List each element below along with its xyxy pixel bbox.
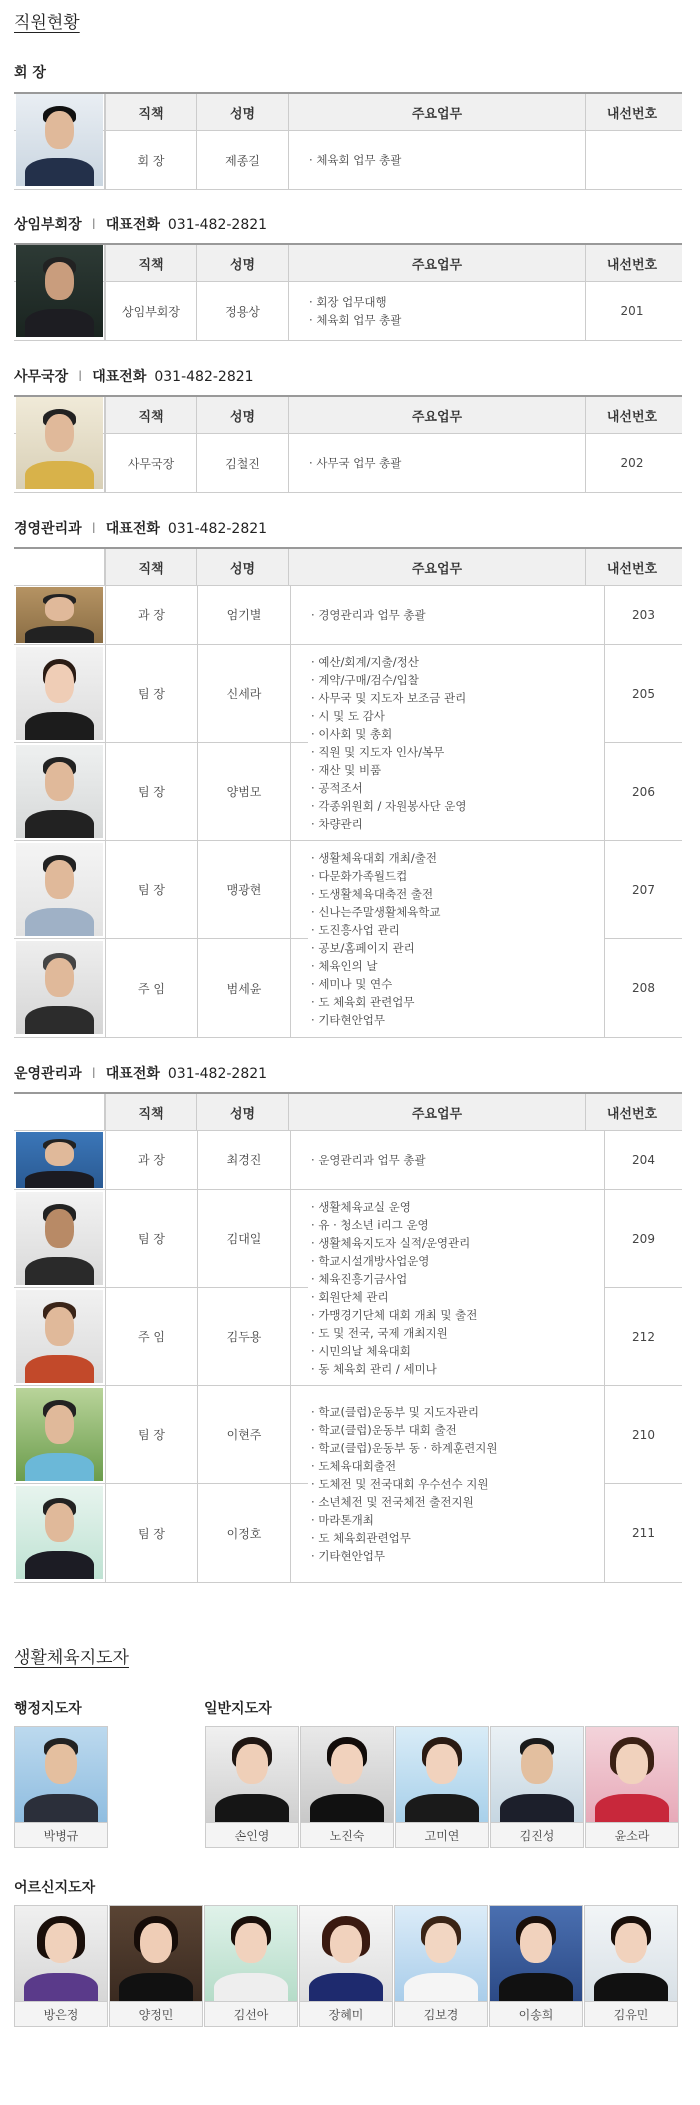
section-title-chairman [14,62,46,82]
vice-name: 정용상 [196,282,288,340]
instructor-photo [15,1727,107,1822]
duty-item: · 체육인의 날 [311,957,441,975]
instructor-card [205,1726,299,1848]
vice-table [14,243,682,341]
duty-item: · 마라톤개최 [311,1511,497,1529]
duty-group [311,645,466,840]
duty-item: · 회장 업무대행 [309,293,401,311]
instructor-photo [396,1727,488,1822]
senior-instructors-title: 어르신지도자 [14,1880,96,1896]
secretary-position: 사무국장 [105,434,196,492]
phone-label: 대표전화 [105,1066,160,1082]
chairman-photo [16,94,103,186]
duty-item: · 도체육대회출전 [311,1457,497,1475]
duty-group [311,585,426,644]
instructor-name: 장혜미 [300,2001,392,2026]
general-instructors-title: 일반지도자 [204,1701,272,1717]
instructor-photo [205,1906,297,2001]
header-position: 직책 [105,549,196,585]
duty-item: · 학교(클럽)운동부 동 · 하계훈련지원 [311,1439,497,1457]
instructor-card [299,1905,393,2027]
operations-table [14,1092,682,1131]
header-duty: 주요업무 [288,245,585,281]
name-cell: 김두용 [226,1330,262,1344]
phone-number: 031-482-2821 [167,521,268,537]
duty-item: · 시민의날 체육대회 [311,1342,477,1360]
position-cell: 팀 장 [138,1428,165,1442]
ext-cell: 203 [632,607,655,622]
instructor-card [14,1726,108,1848]
instructor-name: 김유민 [585,2001,677,2026]
staff-photo [16,647,103,740]
instructor-name: 손인영 [206,1822,298,1847]
duty-item: · 체육진흥기금사업 [311,1270,477,1288]
duty-item: · 예산/회계/지출/정산 [311,653,466,671]
name-cell: 이현주 [226,1428,262,1442]
instructor-name: 박병규 [15,1822,107,1847]
duty-item: · 계약/구매/검수/입찰 [311,671,466,689]
duty-item: · 세미나 및 연수 [311,975,441,993]
duty-item: · 공보/홈페이지 관리 [311,939,441,957]
duty-item: · 가맹경기단체 대회 개최 및 출전 [311,1306,477,1324]
staff-photo [16,1192,103,1285]
instructor-photo [586,1727,678,1822]
instructor-name: 방은정 [15,2001,107,2026]
duty-item: · 도 체육회관련업무 [311,1529,497,1547]
staff-photo [16,587,103,643]
header-duty: 주요업무 [288,549,585,585]
phone-label: 대표전화 [105,217,160,233]
position-cell: 과 장 [138,608,165,622]
staff-photo [16,1486,103,1579]
duty-item: · 사무국 업무 총괄 [309,454,401,472]
ext-cell: 208 [632,981,655,995]
ext-cell: 209 [632,1231,655,1246]
duty-item: · 사무국 및 지도자 보조금 관리 [311,689,466,707]
duty-item: · 체육회 업무 총괄 [309,151,401,169]
header-name: 성명 [196,1094,288,1130]
header-position: 직책 [105,1094,196,1130]
ext-cell: 205 [632,686,655,701]
instructor-name: 노진숙 [301,1822,393,1847]
instructor-name: 김보경 [395,2001,487,2026]
vice-title: 상임부회장 [14,217,82,233]
phone-label: 대표전화 [92,369,147,385]
position-cell: 팀 장 [138,883,165,897]
header-ext: 내선번호 [585,397,678,433]
instructor-name: 윤소라 [586,1822,678,1847]
staff-photo [16,941,103,1034]
header-ext: 내선번호 [585,549,678,585]
admin-instructors-title: 행정지도자 [14,1701,82,1717]
secretary-duties [288,434,585,492]
instructor-photo [110,1906,202,2001]
instructor-card [300,1726,394,1848]
position-cell: 팀 장 [138,785,165,799]
name-cell: 양범모 [226,785,262,799]
duty-item: · 도 체육회 관련업무 [311,993,441,1011]
staff-photo [16,843,103,936]
chairman-ext [585,131,678,189]
duty-item: · 소년체전 및 전국체전 출전지원 [311,1493,497,1511]
duty-item: · 도진흥사업 관리 [311,921,441,939]
duty-item: · 유 · 청소년 i리그 운영 [311,1216,477,1234]
staff-photo [16,1132,103,1188]
duty-item: · 직원 및 지도자 인사/복무 [311,743,466,761]
instructor-name: 김선아 [205,2001,297,2026]
vice-duties [288,282,585,340]
instructor-card [395,1726,489,1848]
instructor-name: 고미연 [396,1822,488,1847]
instructors-title: 생활체육지도자 [14,1648,129,1668]
instructor-card [109,1905,203,2027]
header-name: 성명 [196,94,288,130]
page-title: 직원현황 [14,13,80,33]
header-duty: 주요업무 [288,1094,585,1130]
management-body [14,585,682,1038]
name-cell: 신세라 [226,687,262,701]
duty-item: · 재산 및 비품 [311,761,466,779]
chairman-name: 제종길 [196,131,288,189]
management-title: 경영관리과 [14,521,82,537]
secretary-photo [16,397,103,489]
header-position: 직책 [105,94,196,130]
chairman-table [14,92,682,190]
name-cell: 맹광현 [226,883,262,897]
chairman-position: 회 장 [105,131,196,189]
duty-item: · 각종위원회 / 자원봉사단 운영 [311,797,466,815]
staff-photo [16,745,103,838]
duty-item: · 도체전 및 전국대회 우수선수 지원 [311,1475,497,1493]
phone-label: 대표전화 [105,521,160,537]
ext-cell: 211 [632,1526,655,1540]
position-cell: 과 장 [138,1153,165,1167]
name-cell: 최경진 [226,1153,262,1167]
instructor-photo [585,1906,677,2001]
instructor-card [490,1726,584,1848]
instructor-card [585,1726,679,1848]
header-name: 성명 [196,245,288,281]
duty-item: · 이사회 및 총회 [311,725,466,743]
duty-item: · 동 체육회 관리 / 세미나 [311,1360,477,1378]
instructor-photo [490,1906,582,2001]
duty-group [311,1130,426,1189]
duty-item: · 시 및 도 감사 [311,707,466,725]
vice-position: 상임부회장 [105,282,196,340]
staff-photo [16,1290,103,1383]
ext-cell: 206 [632,784,655,799]
duty-item: · 기타현안업무 [311,1547,497,1565]
header-ext: 내선번호 [585,245,678,281]
duty-item: · 기타현안업무 [311,1011,441,1029]
name-cell: 김대일 [226,1232,262,1246]
duty-item: · 운영관리과 업무 총괄 [311,1151,426,1169]
phone-number: 031-482-2821 [167,1066,268,1082]
secretary-table [14,395,682,493]
name-cell: 엄기별 [226,608,262,622]
duty-group [311,1190,477,1385]
vice-photo [16,245,103,337]
section-title-management: 경영관리과 I 대표전화 031-482-2821 [14,521,268,537]
header-ext: 내선번호 [585,1094,678,1130]
position-cell: 주 임 [138,981,165,996]
header-duty: 주요업무 [288,397,585,433]
duty-item: · 신나는주말생활체육학교 [311,903,441,921]
staff-photo [16,1388,103,1481]
phone-number: 031-482-2821 [167,217,268,233]
instructor-card [14,1905,108,2027]
duty-item: · 생활체육지도자 실적/운영관리 [311,1234,477,1252]
ext-cell: 212 [632,1329,655,1344]
secretary-title: 사무국장 [14,369,69,385]
instructor-name: 양정민 [110,2001,202,2026]
secretary-name: 김철진 [196,434,288,492]
phone-number: 031-482-2821 [154,369,254,385]
header-name: 성명 [196,397,288,433]
instructor-photo [15,1906,107,2001]
secretary-ext: 202 [585,434,678,492]
duty-item: · 경영관리과 업무 총괄 [311,606,426,624]
instructor-name: 김진성 [491,1822,583,1847]
instructor-photo [395,1906,487,2001]
duty-group [311,841,441,1037]
position-cell: 주 임 [138,1330,165,1344]
section-title-vice: 상임부회장 I 대표전화 031-482-2821 [14,217,268,233]
duty-item: · 학교(클럽)운동부 대회 출전 [311,1421,497,1439]
instructor-card [204,1905,298,2027]
ext-cell: 210 [632,1427,655,1442]
instructor-photo [301,1727,393,1822]
section-title-secretary: 사무국장 I 대표전화 031-482-2821 [14,369,254,385]
duty-item: · 회원단체 관리 [311,1288,477,1306]
duty-item: · 학교(클럽)운동부 및 지도자관리 [311,1403,497,1421]
instructor-card [584,1905,678,2027]
duty-item: · 도 및 전국, 국제 개최지원 [311,1324,477,1342]
name-cell: 이정호 [226,1526,262,1541]
duty-item: · 차량관리 [311,815,466,833]
duty-item: · 생활체육대회 개최/출전 [311,849,441,867]
instructor-card [394,1905,488,2027]
operations-title: 운영관리과 [14,1066,82,1082]
ext-cell: 207 [632,882,655,897]
chairman-duties [288,131,585,189]
duty-item: · 다문화가족월드컵 [311,867,441,885]
section-title-operations: 운영관리과 I 대표전화 031-482-2821 [14,1066,268,1082]
header-ext: 내선번호 [585,94,678,130]
name-cell: 범세윤 [226,981,262,996]
position-cell: 팀 장 [138,687,165,701]
operations-body [14,1130,682,1583]
position-cell: 팀 장 [138,1526,165,1541]
header-name: 성명 [196,549,288,585]
duty-item: · 생활체육교실 운영 [311,1198,477,1216]
header-position: 직책 [105,397,196,433]
duty-item: · 공적조서 [311,779,466,797]
instructor-photo [300,1906,392,2001]
position-cell: 팀 장 [138,1232,165,1246]
duty-item: · 학교시설개방사업운영 [311,1252,477,1270]
instructor-photo [491,1727,583,1822]
instructor-name: 이송희 [490,2001,582,2026]
management-table [14,547,682,586]
vice-ext: 201 [585,282,678,340]
instructor-card [489,1905,583,2027]
duty-item: · 도생활체육대축전 출전 [311,885,441,903]
duty-group [311,1386,497,1582]
duty-item: · 체육회 업무 총괄 [309,311,401,329]
header-duty: 주요업무 [288,94,585,130]
header-position: 직책 [105,245,196,281]
ext-cell: 204 [632,1152,655,1167]
chairman-title: 회 장 [14,65,46,81]
instructor-photo [206,1727,298,1822]
